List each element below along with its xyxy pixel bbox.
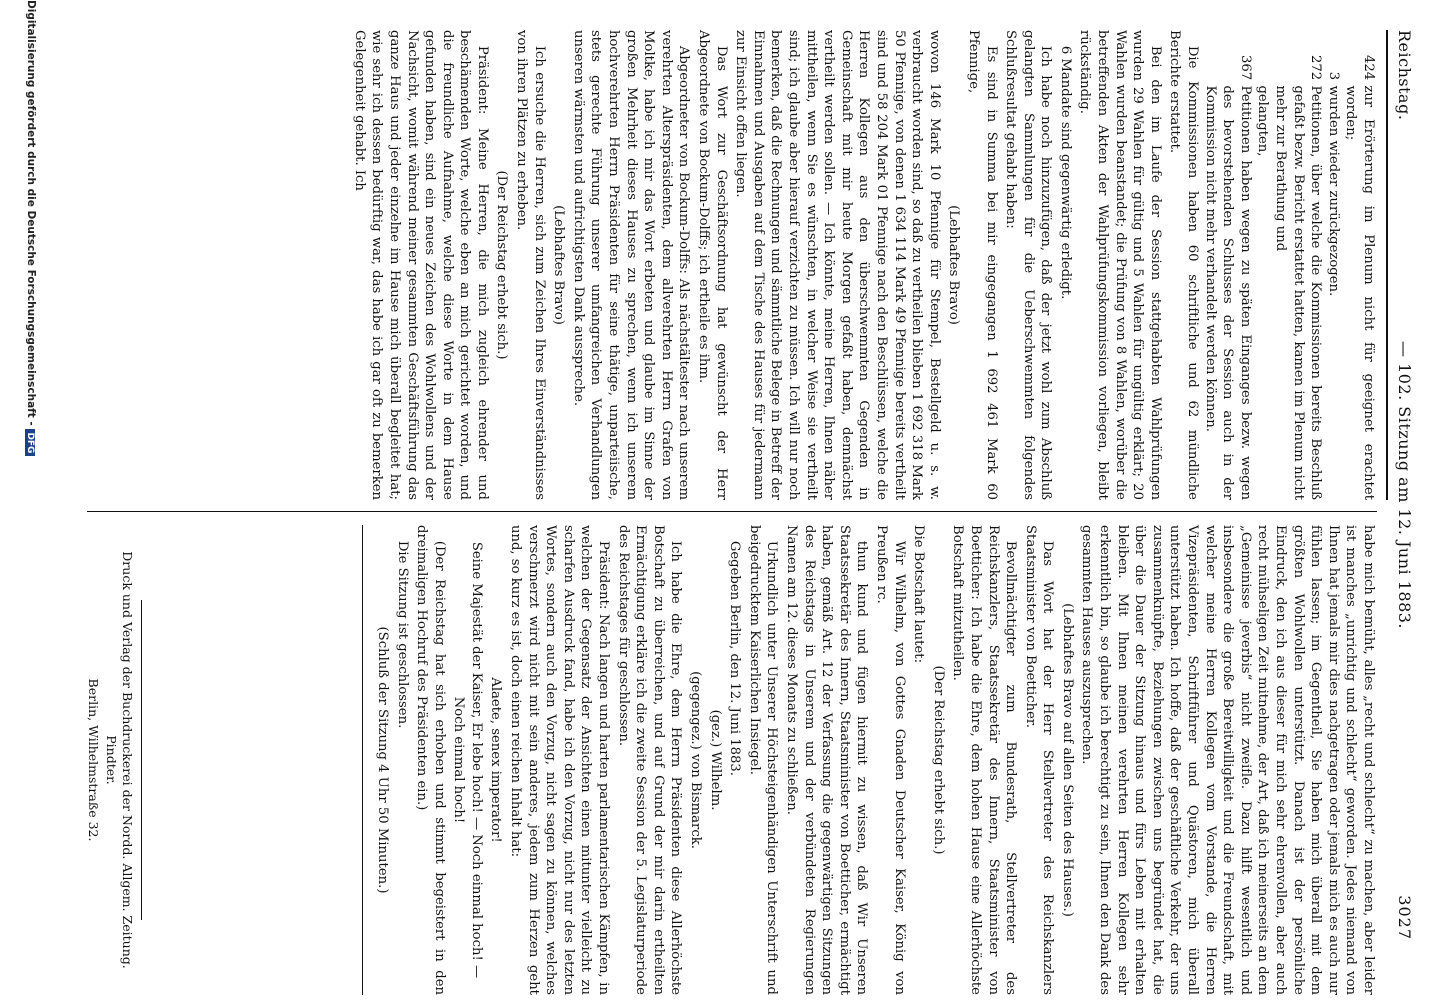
message-seal: Urkundlich unter Unserer Höchsteigenhändigen Unterschrift und beigedrucktem Kaiserlichen Insiegel.	[746, 525, 780, 995]
digitization-note	[25, 0, 37, 1000]
page-header	[1392, 30, 1414, 940]
imprint-line-2: Berlin, Wilhelmstraße 32.	[86, 678, 101, 842]
message-countersign: (gegengez.) von Bismarck.	[688, 671, 704, 849]
paragraph: Bei den im Laufe der Session stattgehabten Wahlprüfungen wurden 29 Wahlen für gültig und 5 Wahlen für ungültig erklärt; 20 Wahlen wurden beanstandet; die Prüfung von 8 Wahlen, worüber die betreffenden Akten der Wahlprüfungskommission vorliegen, bleibt rückständig.	[1077, 30, 1163, 500]
paragraph: Es sind in Summa bei mir eingegangen 1 692 461 Mark 60 Pfennige,	[965, 30, 999, 500]
message-body: thun kund und fügen hiermit zu wissen, daß Wir Unseren Staatssekretär des Innern, Staatsminister von Boetticher, ermächtigt haben, gemäß Art. 12 der Verfassung die gegenwärtigen Sitzungen des Reichstags in Unserem und der verbündeten Regierungen Namen am 12. dieses Monats zu schließen.	[784, 525, 870, 995]
applause-note: (Lebhaftes Bravo auf allen Seiten des Hauses.)	[1059, 603, 1075, 917]
speech-boetticher: Bevollmächtigter zum Bundesrath, Stellvertreter des Reichskanzlers, Staatssekretär des Innern, Staatsminister von Boetticher: Ich habe die Ehre, dem hohen Hause eine Allerhöchste Botschaft mitzutheilen.	[950, 525, 1019, 995]
digitization-text: Digitalisierung gefördert durch die Deutsche Forschungsgemeinschaft -	[25, 0, 37, 426]
left-column	[348, 30, 1377, 500]
latin-toast: Alaete, senex imperator!	[488, 677, 504, 843]
paragraph: 6 Mandate sind gegenwärtig erledigt.	[1057, 45, 1073, 300]
stage-note: (Der Reichstag hat sich erhoben und stimmt begeistert in den dreimaligen Hochruf des Präsidenten ein.)	[414, 525, 447, 995]
dfg-logo: DFG	[25, 429, 35, 456]
list-item: 367 Petitionen haben wegen zu späten Einganges bezw. wegen des bevorstehenden Schlusses der Session auch in der Kommission nicht mehr verhandelt werden können.	[1202, 54, 1253, 500]
paragraph: Das Wort zur Geschäftsordnung hat gewünscht der Herr Abgeordnete von Bockum-Dolffs; ich ertheile es ihm.	[696, 30, 729, 500]
imprint	[83, 525, 142, 995]
closing-rule	[362, 525, 363, 995]
stage-note: (Der Reichstag erhebt sich.)	[930, 665, 946, 855]
speech-bockum-dolffs: Abgeordneter von Bockum-Dolffs: Als nächstältester nach unserem verehrten Alterspräsidenten, dem allverehrten Herrn Grafen von Moltke, habe ich mir das Wort erbeten und glaube im Sinne der großen Mehrheit dieses Hauses zu sprechen, wenn ich unserem hochverehrten Herrn Präsidenten für seine thätige, unparteiische, stets gerechte Führung unserer umfangreichen Verhandlungen unseren wärmsten und aufrichtigsten Dank ausspreche.	[570, 30, 692, 500]
page-number: 3027	[1395, 895, 1414, 940]
speech-president: Präsident: Meine Herren, die mich zugleich ehrender und beschämenden Worte, welche eben an mich gerichtet worden, und die freundliche Aufnahme, welche diese Worte in dem Hause gefunden haben, sind ein neues Zeichen des Wohlwollens und der Nachsicht, womit während meiner gesammten Geschäftsführung das ganze Haus und jeder einzelne im Hause mich überall begleitet hat; wie sehr ich dessen bedürftig war, das habe ich gar oft zu bemerken Gelegenheit gehabt. Ich	[351, 30, 490, 500]
header-rule	[1386, 30, 1388, 500]
list-item: 3 wurden wieder zurückgezogen.	[1325, 71, 1341, 297]
message-date: Gegeben Berlin, den 12. Juni 1883.	[727, 540, 743, 776]
list-item: 424 zur Erörterung im Plenum nicht für geeignet erachtet worden;	[1343, 54, 1376, 500]
paragraph: Das Wort hat der Herr Stellvertreter des Reichskanzlers Staatsminister von Boetticher.	[1022, 525, 1056, 995]
applause-note: (Lebhaftes Bravo)	[946, 205, 962, 325]
imprint-line-1: Druck und Verlag der Buchdruckerei der Nordd. Allgem. Zeitung. Pindter.	[104, 551, 135, 969]
paragraph: wovon 146 Mark 10 Pfennige für Stempel, Bestellgeld u. s. w. verbraucht worden sind, so daß zu vertheilen blieben 1 692 318 Mark 50 Pfennige, von denen 1 634 114 Mark 49 Pfennige bereits vertheilt sind und 58 204 Mark 01 Pfennige nach den Beschlüssen, welche die Herren Kollegen aus den überschwemmten Gegenden in Gemeinschaft mit mir heute Morgen gefaßt haben, demnächst vertheilt werden sollen. — Ich könnte, meine Herren, Ihnen näher mittheilen, wenn Sie es wünschten, in welcher Weise sie vertheilt sind; ich glaube aber hierauf verzichten zu müssen. Ich will nur noch bemerken, daß die Rechnungen und sämmtliche Belege in Betreff der Einnahmen und Ausgaben auf dem Tische des Hauses für jedermann zur Einsicht offen liegen.	[733, 30, 942, 500]
message-signature: (gez.) Wilhelm.	[707, 709, 723, 811]
session-closed: Die Sitzung ist geschlossen.	[394, 540, 410, 729]
header-title: — 102. Sitzung am 12. Juni 1883.	[1395, 340, 1414, 630]
speech-president-closing: Präsident: Nach langen und harten parlamentarischen Kämpfen, in welchen der Gegensatz der Ansichten einen mitunter vielleicht zu scharfen Ausdruck fand, habe ich den Vorzug, nicht nur des letzten Wortes, sondern auch den Vorzug, nicht sagen zu können, welches verschmerzt wird nicht mit sein anderes, jedem zum Herzen geht und, so kurz es ist, doch einen reichen Inhalt hat:	[508, 525, 612, 995]
column-divider	[87, 511, 1377, 512]
list-item: 272 Petitionen, über welche die Kommissionen bereits Beschluß gefaßt bezw. Bericht erstattet hatten, kamen im Plenum nicht mehr zur Berathung und	[1273, 54, 1324, 500]
paragraph: Die Kommissionen haben 60 schriftliche und 62 mündliche Berichte erstattet.	[1167, 30, 1201, 500]
paragraph: Die Botschaft lautet:	[911, 525, 927, 664]
message-opening: Wir Wilhelm, von Gottes Gnaden Deutscher Kaiser, König von Preußen rc.	[873, 525, 907, 995]
applause-note: (Lebhaftes Bravo)	[551, 205, 567, 325]
paragraph: habe mich bemüht, alles „recht und schlecht“ zu machen, aber leider ist manches „unrichtig und schlecht“ geworden. Jedes niemand von Ihnen hat jemals mir dies nachgetragen oder jemals mich es auch nur fühlen lassen; im Gegentheil, Sie haben mich überall mit dem größten Wohlwollen unterstützt. Danach ist der persönliche Eindruck, den ich aus dieser für mich sehr ehrenvollen, aber auch recht mühseligen Zeit mitnehme, der Art, daß ich meinerseits an dem „Gemeinisse jeverbis“ nicht zweifle. Dazu hilft wesentlich und insbesondere die große Bereitwilligkeit und die Freundschaft, mit welcher meine Herren Kollegen vom Vorstande, die Herren Vizepräsidenten, Schriftführer und Quästoren, mich überall unterstützt haben. Ich hoffe, daß der geschäftliche Verkehr, der uns zusammenknüpfte, Beziehungen zwischen uns begründet hat, die über die Dauer der Sitzung hinaus und fürs Leben mit erhalten bleiben. Mit Ihnen meinen verehrten Herren Kollegen sehr erkenntlich bin, so glaube ich berechtigt zu sein, Ihnen den Dank des gesammten Hauses auszusprechen.	[1079, 525, 1376, 995]
imprint-rule	[141, 600, 142, 920]
header-left: Reichstag.	[1395, 30, 1414, 121]
stage-note: (Der Reichstag erhebt sich.)	[494, 170, 510, 360]
session-end-time: (Schluß der Sitzung 4 Uhr 50 Minuten.)	[374, 626, 390, 894]
paragraph: Ich ersuche die Herren, sich zum Zeichen Ihres Einverständnisses von ihren Plätzen zu erheben.	[514, 30, 547, 500]
paragraph: Ich habe noch hinzuzufügen, daß der jetzt wohl zum Abschluß gelangten Sammlungen für die Ueberschwemmten folgendes Schlußresultat gehabt haben:	[1003, 30, 1054, 500]
cheer: Seine Majestät der Kaiser, Er lebe hoch! — Noch einmal hoch! — Noch einmal hoch!	[451, 541, 484, 979]
list-item: gelangten,	[1255, 85, 1271, 157]
right-column	[362, 525, 1377, 995]
paragraph: Ich habe die Ehre, dem Herrn Präsidenten diese Allerhöchste Botschaft zu überreichen, und auf Grund der mir darin ertheilten Ermächtigung erkläre ich die zweite Session der 5. Legislaturperiode des Reichstages für geschlossen.	[615, 525, 684, 995]
